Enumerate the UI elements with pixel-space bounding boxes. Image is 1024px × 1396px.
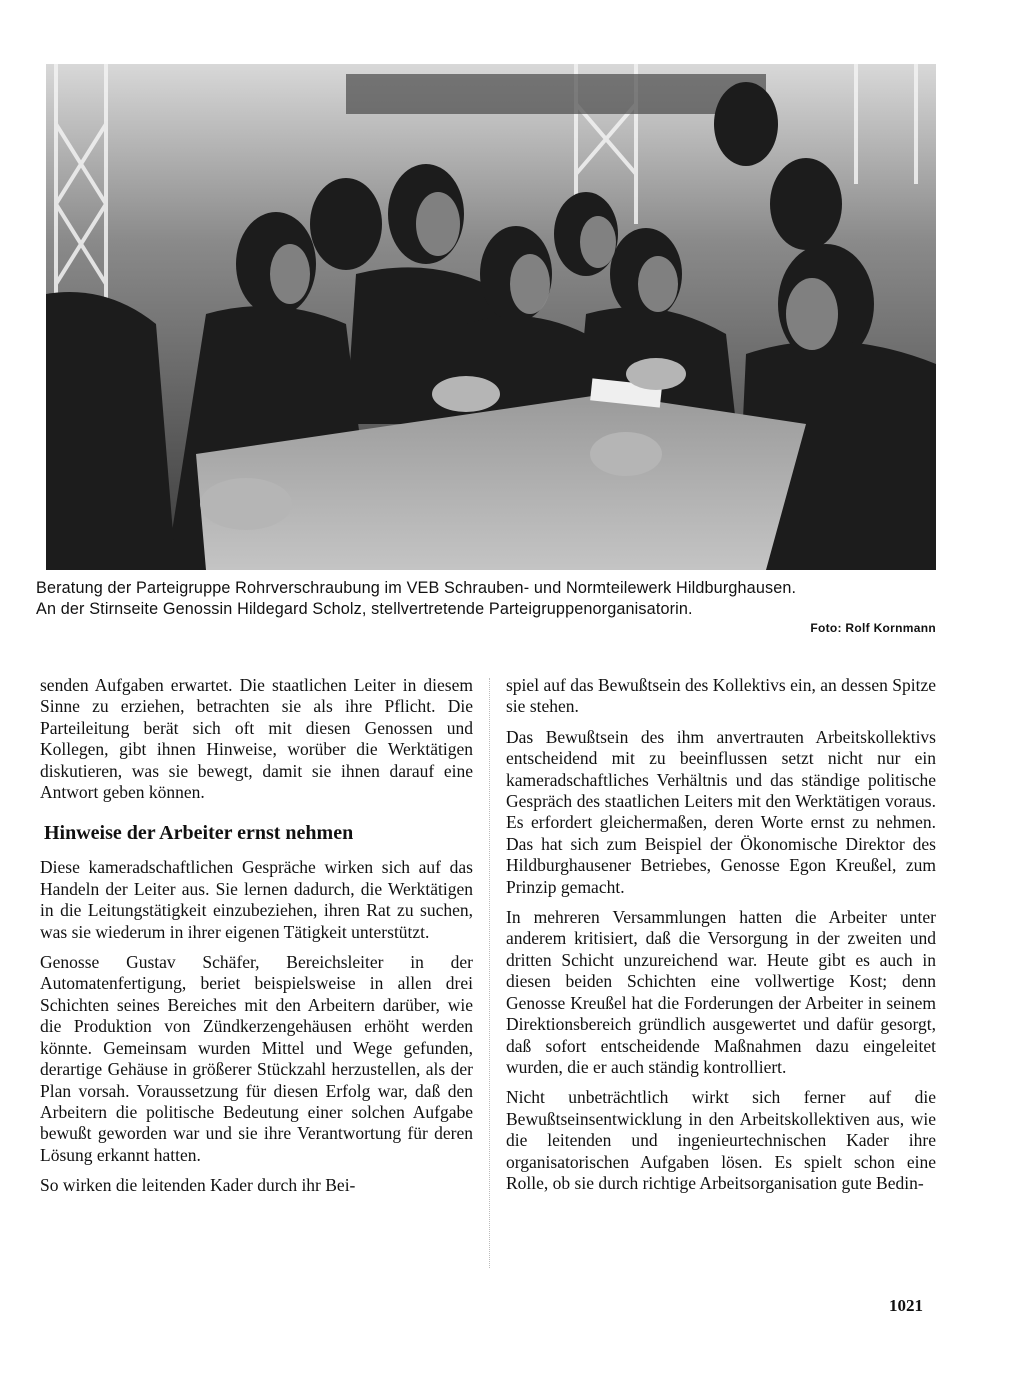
caption-line-2: An der Stirnseite Genossin Hildegard Scholz, stellvertretende Parteigruppenorganisatorin. — [36, 600, 693, 618]
photo-caption — [36, 578, 946, 620]
paragraph: spiel auf das Bewußtsein des Kollektivs ein, an dessen Spitze sie stehen. — [506, 675, 936, 717]
paragraph: Das Bewußtsein des ihm anvertrauten Arbeitskollektivs entscheidend mit zu beeinflussen setzt nicht nur ein kameradschaftliches Verhältnis und das ständige politische Gespräch des staatlichen Leiters mit den Werktätigen voraus. Es erfordert gleichermaßen, deren Worte ernst zu nehmen. Das hat sich zum Beispiel der Ökonomische Direktor des Hildburghausener Betriebes, Genosse Egon Kreußel, zum Prinzip gemacht. — [506, 726, 936, 897]
meeting-photo — [46, 64, 936, 570]
column-divider — [489, 678, 491, 1268]
paragraph: Diese kameradschaftlichen Gespräche wirken sich auf das Handeln der Leiter aus. Sie lernen dadurch, die Werktätigen in die Leitungstätigkeit einzubeziehen, ihren Rat zu suchen, was sie wiederum in ihrer eigenen Tätigkeit unterstützt. — [40, 857, 473, 942]
section-heading: Hinweise der Arbeiter ernst nehmen — [44, 822, 354, 845]
paragraph: So wirken die leitenden Kader durch ihr Bei- — [40, 1175, 356, 1196]
photo-credit: Foto: Rolf Kornmann — [810, 621, 936, 635]
caption-line-1: Beratung der Parteigruppe Rohrverschraubung im VEB Schrauben- und Normteilewerk Hildburghausen. — [36, 579, 797, 597]
page-number: 1021 — [889, 1296, 923, 1315]
paragraph: Genosse Gustav Schäfer, Bereichsleiter in der Automatenfertigung, beriet beispielsweise in allen drei Schichten seines Bereiches mit den Arbeitern darüber, wie die Produktion von Zündkerzengehäusen erhöht werden könnte. Gemeinsam wurden Mittel und Wege gefunden, derartige Gehäuse in größerer Stückzahl herzustellen, als der Plan vorsah. Voraussetzung für diesen Erfolg war, daß den Arbeitern die politische Bedeutung einer solchen Aufgabe bewußt geworden war und sie ihre Verantwortung für deren Lösung erkannt hatten. — [40, 952, 473, 1165]
paragraph: senden Aufgaben erwartet. Die staatlichen Leiter in diesem Sinne zu erziehen, betrachten sie als ihre Pflicht. Die Parteileitung berät sich oft mit diesen Genossen und Kollegen, gibt ihnen Hinweise, worüber die Werktätigen diskutieren, was sie bewegt, damit sie ihnen darauf eine Antwort geben können. — [40, 675, 473, 803]
paragraph: Nicht unbeträchtlich wirkt sich ferner auf die Bewußtseinsentwicklung in den Arbeitskollektiven aus, wie die leitenden und ingenieurtechnischen Kader ihre organisatorischen Aufgaben lösen. Es spielt schon eine Rolle, ob sie durch richtige Arbeitsorganisation gute Bedin- — [506, 1087, 936, 1193]
left-column — [40, 675, 473, 1206]
right-column — [506, 675, 936, 1203]
paragraph: In mehreren Versammlungen hatten die Arbeiter unter anderem kritisiert, daß die Versorgung in der zweiten und dritten Schicht unzureichend war. Heute gibt es auch in diesen beiden Schichten eine vollwertige Kost; denn Genosse Kreußel hat die Forderungen der Arbeiter in seinem Direktionsbereich gründlich ausgewertet und dafür gesorgt, daß sofort entscheidende Maßnahmen dazu eingeleitet wurden, die er auch ständig kontrolliert. — [506, 907, 936, 1077]
